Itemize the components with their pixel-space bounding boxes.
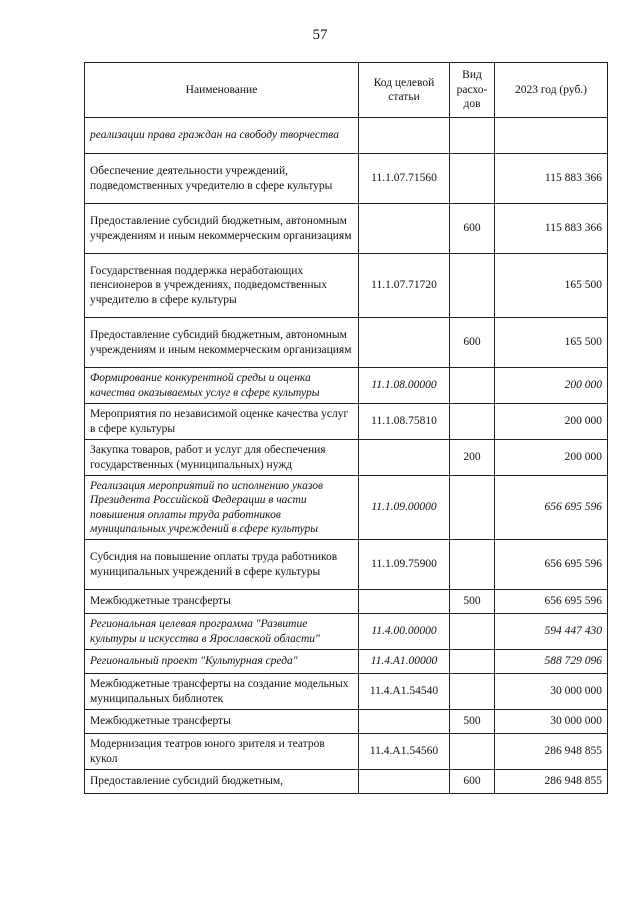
- row-amount-cell: 165 500: [495, 254, 608, 318]
- row-name-cell: Реализация мероприятий по исполнению указов Президента Российской Федерации в части повышения оплаты труда работников муниципальных учреждений в сфере культуры: [85, 476, 359, 540]
- row-name-cell: реализации права граждан на свободу творчества: [85, 118, 359, 154]
- row-name-cell: Предоставление субсидий бюджетным, автономным учреждениям и иным некоммерческим организациям: [85, 204, 359, 254]
- row-code-cell: 11.4.00.00000: [359, 614, 450, 650]
- header-name: Наименование: [85, 63, 359, 118]
- row-kind-cell: [450, 476, 495, 540]
- row-kind-cell: 600: [450, 318, 495, 368]
- row-kind-cell: [450, 118, 495, 154]
- row-kind-cell: 200: [450, 440, 495, 476]
- table-row: [85, 318, 608, 368]
- row-amount-cell: 656 695 596: [495, 590, 608, 614]
- table-row: [85, 770, 608, 794]
- row-name-cell: Межбюджетные трансферты на создание модельных муниципальных библиотек: [85, 674, 359, 710]
- row-code-cell: [359, 770, 450, 794]
- row-code-cell: 11.1.07.71720: [359, 254, 450, 318]
- row-kind-cell: [450, 540, 495, 590]
- table-row: [85, 154, 608, 204]
- row-amount-cell: 30 000 000: [495, 674, 608, 710]
- row-kind-cell: 600: [450, 770, 495, 794]
- row-name-cell: Формирование конкурентной среды и оценка качества оказываемых услуг в сфере культуры: [85, 368, 359, 404]
- row-kind-cell: [450, 154, 495, 204]
- table-row: [85, 590, 608, 614]
- row-amount-cell: 200 000: [495, 404, 608, 440]
- row-name-cell: Межбюджетные трансферты: [85, 710, 359, 734]
- row-amount-cell: 165 500: [495, 318, 608, 368]
- header-amount: 2023 год (руб.): [495, 63, 608, 118]
- page-number: 57: [312, 27, 328, 43]
- row-code-cell: [359, 118, 450, 154]
- row-kind-cell: 500: [450, 590, 495, 614]
- table-body: [85, 118, 608, 794]
- row-amount-cell: 200 000: [495, 440, 608, 476]
- row-name-cell: Предоставление субсидий бюджетным,: [85, 770, 359, 794]
- table-row: [85, 650, 608, 674]
- row-kind-cell: [450, 734, 495, 770]
- row-code-cell: [359, 710, 450, 734]
- row-code-cell: 11.1.07.71560: [359, 154, 450, 204]
- table-row: [85, 254, 608, 318]
- row-code-cell: [359, 204, 450, 254]
- row-amount-cell: 115 883 366: [495, 154, 608, 204]
- row-amount-cell: 594 447 430: [495, 614, 608, 650]
- row-name-cell: Региональная целевая программа "Развитие культуры и искусства в Ярославской области": [85, 614, 359, 650]
- row-code-cell: 11.1.08.00000: [359, 368, 450, 404]
- budget-table: [84, 62, 608, 794]
- row-name-cell: Мероприятия по независимой оценке качества услуг в сфере культуры: [85, 404, 359, 440]
- row-name-cell: Субсидия на повышение оплаты труда работников муниципальных учреждений в сфере культуры: [85, 540, 359, 590]
- row-name-cell: Предоставление субсидий бюджетным, автономным учреждениям и иным некоммерческим организациям: [85, 318, 359, 368]
- row-name-cell: Обеспечение деятельности учреждений, подведомственных учредителю в сфере культуры: [85, 154, 359, 204]
- row-kind-cell: 500: [450, 710, 495, 734]
- row-code-cell: [359, 590, 450, 614]
- row-kind-cell: [450, 254, 495, 318]
- row-kind-cell: [450, 404, 495, 440]
- row-kind-cell: [450, 650, 495, 674]
- row-kind-cell: 600: [450, 204, 495, 254]
- row-name-cell: Региональный проект "Культурная среда": [85, 650, 359, 674]
- row-amount-cell: 286 948 855: [495, 770, 608, 794]
- table-row: [85, 540, 608, 590]
- row-code-cell: 11.1.08.75810: [359, 404, 450, 440]
- row-code-cell: [359, 318, 450, 368]
- row-kind-cell: [450, 614, 495, 650]
- row-amount-cell: 30 000 000: [495, 710, 608, 734]
- table-row: [85, 118, 608, 154]
- row-amount-cell: 200 000: [495, 368, 608, 404]
- table-row: [85, 368, 608, 404]
- row-amount-cell: 656 695 596: [495, 540, 608, 590]
- table-row: [85, 614, 608, 650]
- row-code-cell: [359, 440, 450, 476]
- row-amount-cell: [495, 118, 608, 154]
- row-name-cell: Государственная поддержка неработающих пенсионеров в учреждениях, подведомственных учредителю в сфере культуры: [85, 254, 359, 318]
- table-row: [85, 734, 608, 770]
- row-kind-cell: [450, 674, 495, 710]
- table-row: [85, 476, 608, 540]
- header-kind: Вид расхо-дов: [450, 63, 495, 118]
- table-row: [85, 710, 608, 734]
- row-amount-cell: 286 948 855: [495, 734, 608, 770]
- row-name-cell: Межбюджетные трансферты: [85, 590, 359, 614]
- row-code-cell: 11.4.А1.54540: [359, 674, 450, 710]
- row-amount-cell: 115 883 366: [495, 204, 608, 254]
- row-code-cell: 11.4.А1.54560: [359, 734, 450, 770]
- row-code-cell: 11.4.А1.00000: [359, 650, 450, 674]
- row-amount-cell: 656 695 596: [495, 476, 608, 540]
- row-name-cell: Модернизация театров юного зрителя и театров кукол: [85, 734, 359, 770]
- table-row: [85, 674, 608, 710]
- table-row: [85, 440, 608, 476]
- table-row: [85, 204, 608, 254]
- header-code: Код целевой статьи: [359, 63, 450, 118]
- row-name-cell: Закупка товаров, работ и услуг для обеспечения государственных (муниципальных) нужд: [85, 440, 359, 476]
- row-code-cell: 11.1.09.75900: [359, 540, 450, 590]
- table-header: [85, 63, 608, 118]
- row-amount-cell: 588 729 096: [495, 650, 608, 674]
- row-kind-cell: [450, 368, 495, 404]
- table-row: [85, 404, 608, 440]
- header-row: [85, 63, 608, 118]
- row-code-cell: 11.1.09.00000: [359, 476, 450, 540]
